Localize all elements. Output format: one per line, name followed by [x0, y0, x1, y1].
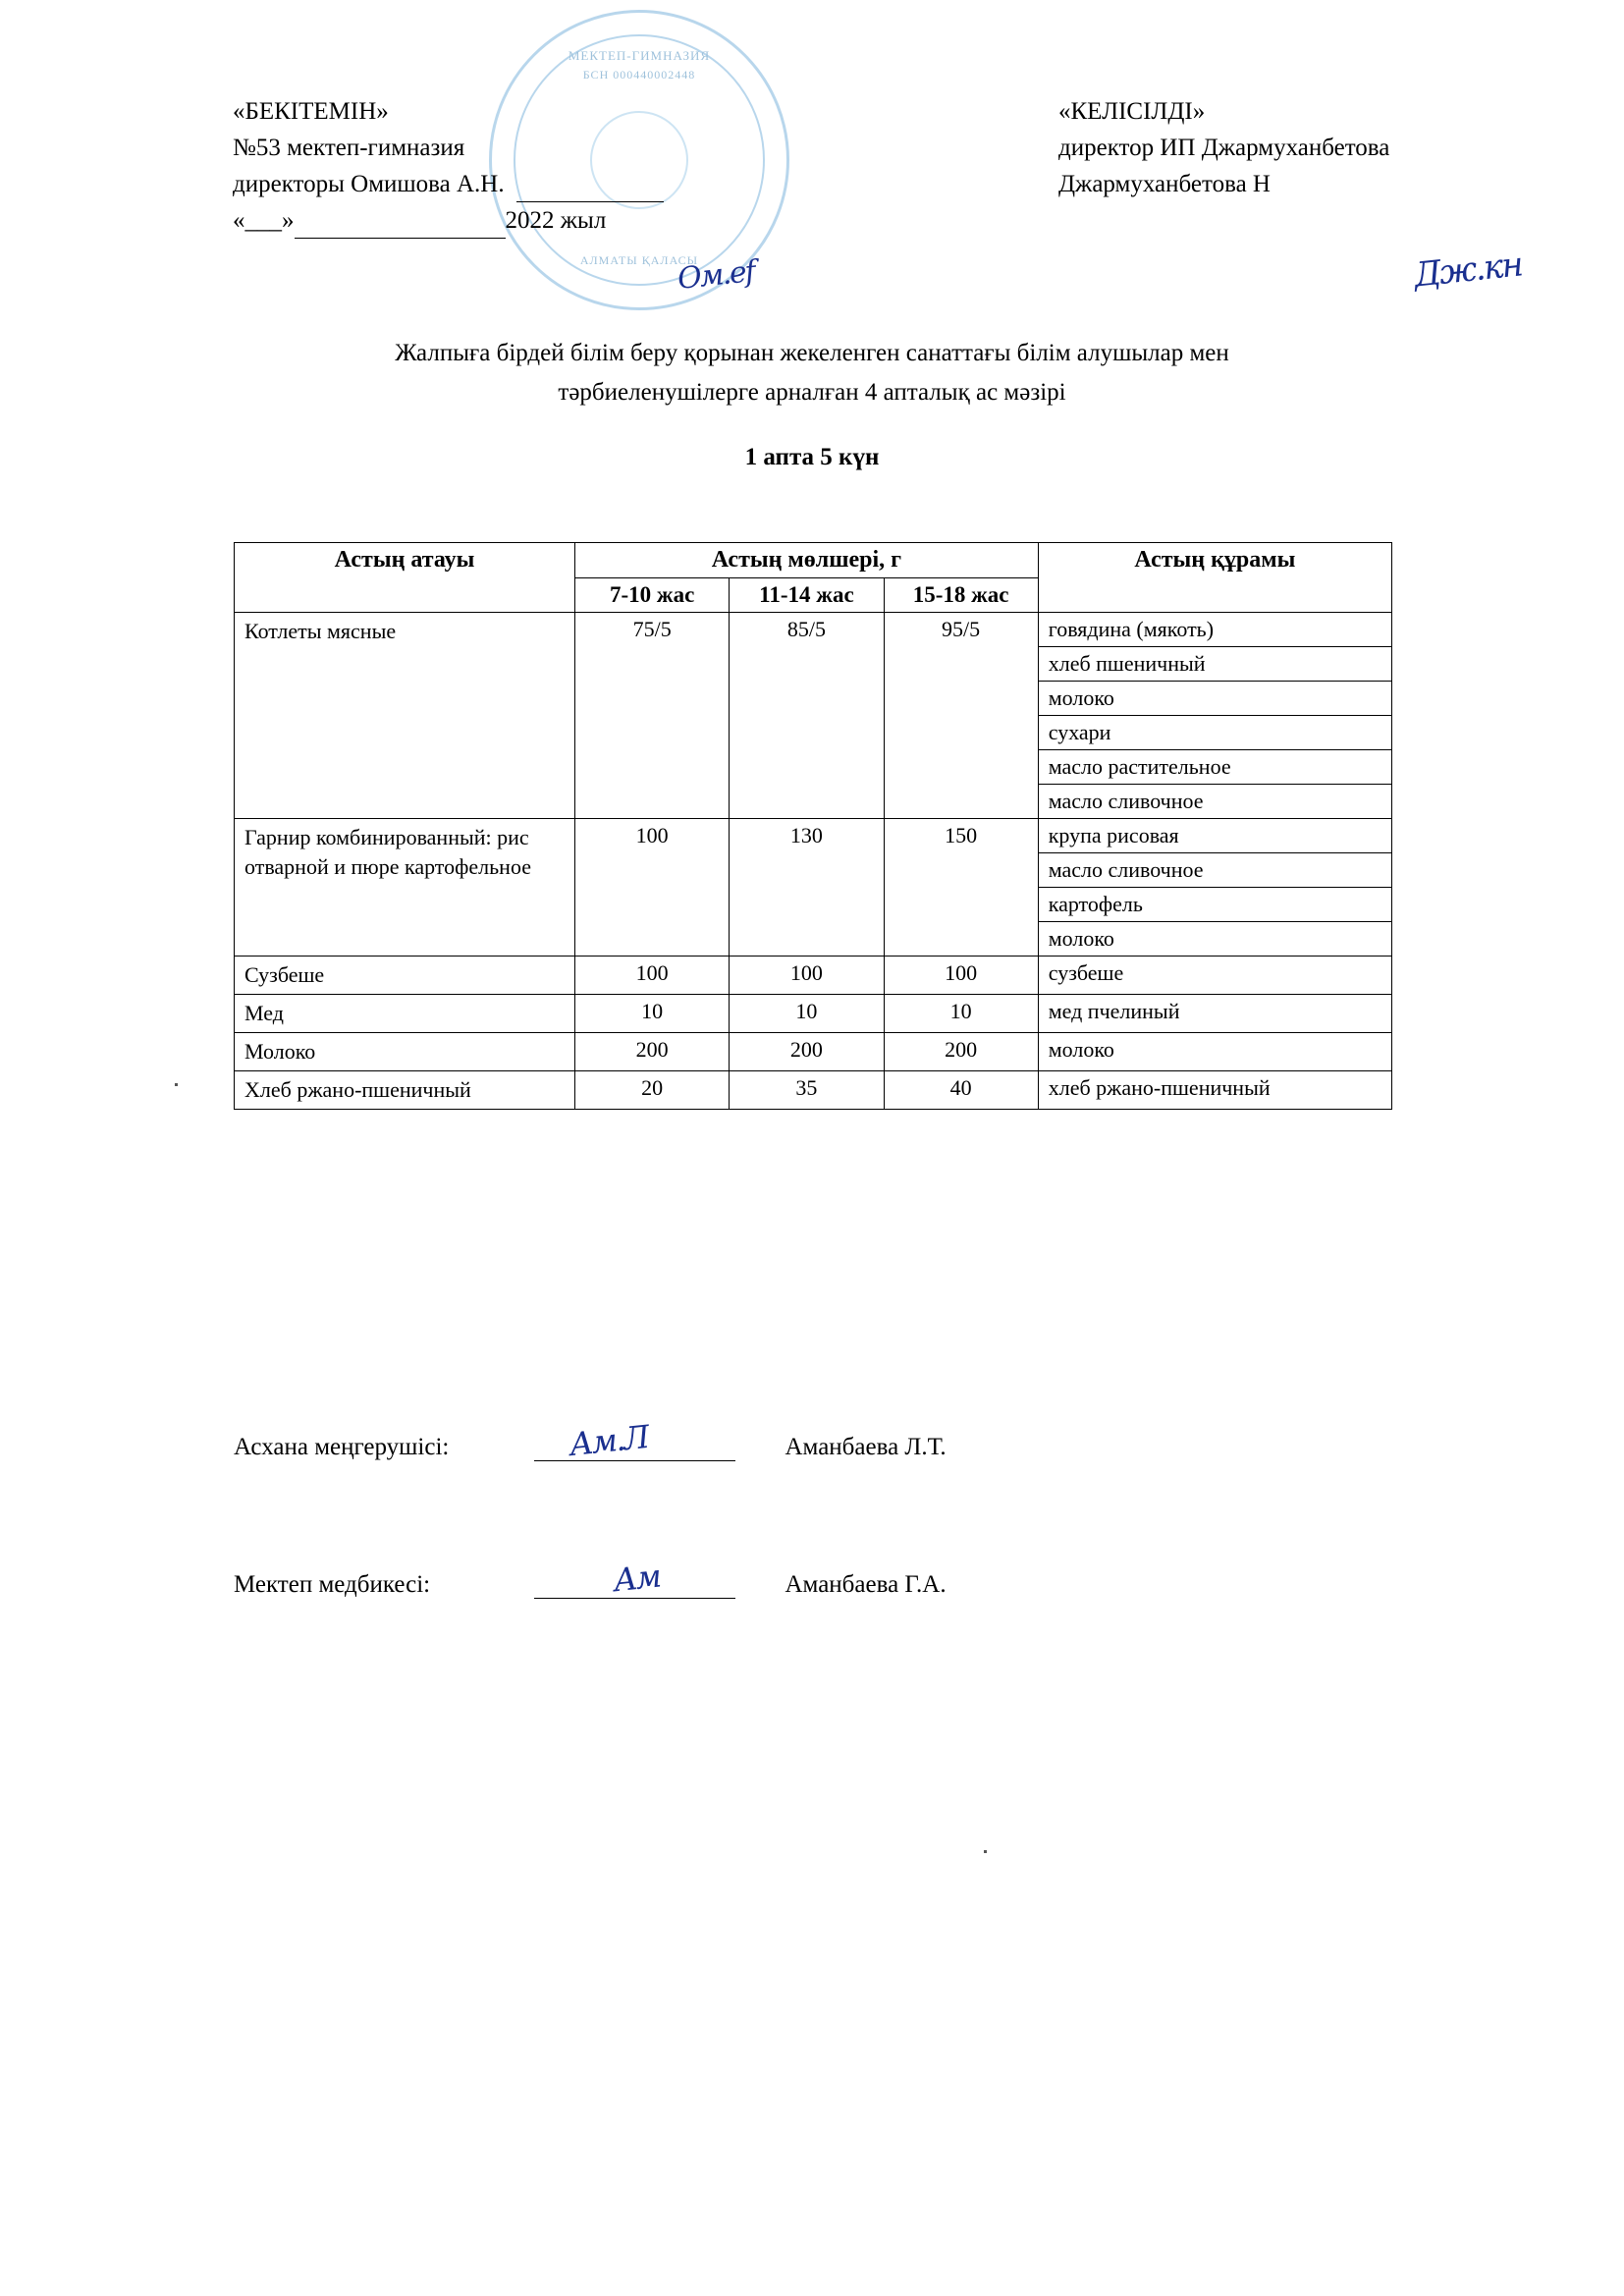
ingredient: крупа рисовая: [1038, 819, 1391, 853]
title-line-2: тәрбиеленушілерге арналған 4 апталық ас мәзірі: [558, 379, 1066, 406]
dish-amount-15-18: 10: [884, 995, 1038, 1033]
ingredient: масло растительное: [1038, 750, 1391, 785]
date-prefix: «___»: [233, 207, 295, 234]
dish-amount-7-10: 200: [575, 1033, 730, 1071]
table-row: [235, 819, 1392, 853]
document-title: [0, 334, 1624, 412]
director-signature: Ом.ef: [676, 254, 756, 297]
page-mark: [984, 1850, 987, 1853]
ingredient: картофель: [1038, 888, 1391, 922]
canteen-head-signature: Ам.Л: [568, 1417, 650, 1464]
table-row: [235, 995, 1392, 1033]
ingredient: масло сливочное: [1038, 785, 1391, 819]
agreed-label: «КЕЛІСІЛДІ»: [1058, 98, 1206, 125]
page-mark: [175, 1083, 178, 1086]
header-age-15-18: 15-18 жас: [884, 578, 1038, 613]
header-age-7-10: 7-10 жас: [575, 578, 730, 613]
dish-amount-11-14: 85/5: [730, 613, 884, 819]
week-subtitle: 1 апта 5 күн: [744, 444, 880, 470]
ingredient: молоко: [1038, 682, 1391, 716]
dish-name: Мед: [235, 995, 575, 1033]
director-signature-line: [516, 180, 664, 202]
school-nurse-label: Мектеп медбикесі:: [234, 1571, 431, 1598]
approval-label: «БЕКІТЕМІН»: [233, 98, 389, 125]
ip-director-line: директор ИП Джармуханбетова: [1058, 135, 1390, 161]
signature-row-canteen: [234, 1434, 1412, 1461]
dish-amount-15-18: 95/5: [884, 613, 1038, 819]
ip-director-signature: Дж.кн: [1412, 245, 1524, 296]
table-header-row-1: [235, 543, 1392, 578]
dish-amount-11-14: 100: [730, 957, 884, 995]
header-age-11-14: 11-14 жас: [730, 578, 884, 613]
dish-amount-11-14: 200: [730, 1033, 884, 1071]
school-name: №53 мектеп-гимназия: [233, 135, 465, 161]
table-row: [235, 1071, 1392, 1110]
header-amount: Астың мөлшері, г: [575, 543, 1039, 578]
title-line-1: Жалпыға бірдей білім беру қорынан жекеленген санаттағы білім алушылар мен: [395, 340, 1229, 366]
dish-amount-7-10: 10: [575, 995, 730, 1033]
canteen-head-label: Асхана меңгерушісі:: [234, 1434, 450, 1460]
header-composition: Астың құрамы: [1038, 543, 1391, 613]
dish-amount-15-18: 200: [884, 1033, 1038, 1071]
dish-name: Молоко: [235, 1033, 575, 1071]
dish-name: Гарнир комбинированный: рис отварной и пюре картофельное: [235, 819, 575, 957]
dish-amount-7-10: 100: [575, 957, 730, 995]
canteen-head-signature-line: [534, 1439, 735, 1461]
stamp-top-text: МЕКТЕП-ГИМНАЗИЯ: [568, 48, 711, 63]
ingredient: сухари: [1038, 716, 1391, 750]
ingredient: говядина (мякоть): [1038, 613, 1391, 647]
school-nurse-signature: Ам: [612, 1557, 662, 1600]
dish-amount-15-18: 100: [884, 957, 1038, 995]
table-row: [235, 613, 1392, 647]
school-nurse-name: Аманбаева Г.А.: [785, 1571, 947, 1598]
stamp-mid-text: БСН 000440002448: [582, 68, 696, 82]
dish-amount-11-14: 35: [730, 1071, 884, 1110]
ingredient: хлеб пшеничный: [1038, 647, 1391, 682]
ingredient: масло сливочное: [1038, 853, 1391, 888]
ingredient: мед пчелиный: [1038, 995, 1391, 1033]
menu-table: [234, 542, 1392, 1110]
date-blank-line: [295, 218, 506, 239]
header-dish-name: Астың атауы: [235, 543, 575, 613]
dish-name: Хлеб ржано-пшеничный: [235, 1071, 575, 1110]
signature-row-nurse: [234, 1571, 1412, 1599]
ingredient: молоко: [1038, 1033, 1391, 1071]
stamp-bottom-text: АЛМАТЫ ҚАЛАСЫ: [579, 253, 699, 267]
ingredient: сузбеше: [1038, 957, 1391, 995]
ingredient: хлеб ржано-пшеничный: [1038, 1071, 1391, 1110]
approval-block: [233, 93, 783, 239]
dish-amount-7-10: 20: [575, 1071, 730, 1110]
dish-name: Котлеты мясные: [235, 613, 575, 819]
dish-amount-7-10: 75/5: [575, 613, 730, 819]
table-row: [235, 957, 1392, 995]
dish-amount-15-18: 40: [884, 1071, 1038, 1110]
dish-amount-11-14: 130: [730, 819, 884, 957]
date-suffix: 2022 жыл: [505, 207, 607, 234]
ip-name-line: Джармуханбетова Н: [1058, 171, 1271, 197]
dish-name: Сузбеше: [235, 957, 575, 995]
director-line: директоры Омишова А.Н.: [233, 171, 505, 197]
agreement-block: [1058, 93, 1589, 202]
dish-amount-15-18: 150: [884, 819, 1038, 957]
ingredient: молоко: [1038, 922, 1391, 957]
school-nurse-signature-line: [534, 1576, 735, 1599]
canteen-head-name: Аманбаева Л.Т.: [785, 1434, 947, 1460]
table-row: [235, 1033, 1392, 1071]
dish-amount-7-10: 100: [575, 819, 730, 957]
dish-amount-11-14: 10: [730, 995, 884, 1033]
document-header: [0, 93, 1624, 297]
